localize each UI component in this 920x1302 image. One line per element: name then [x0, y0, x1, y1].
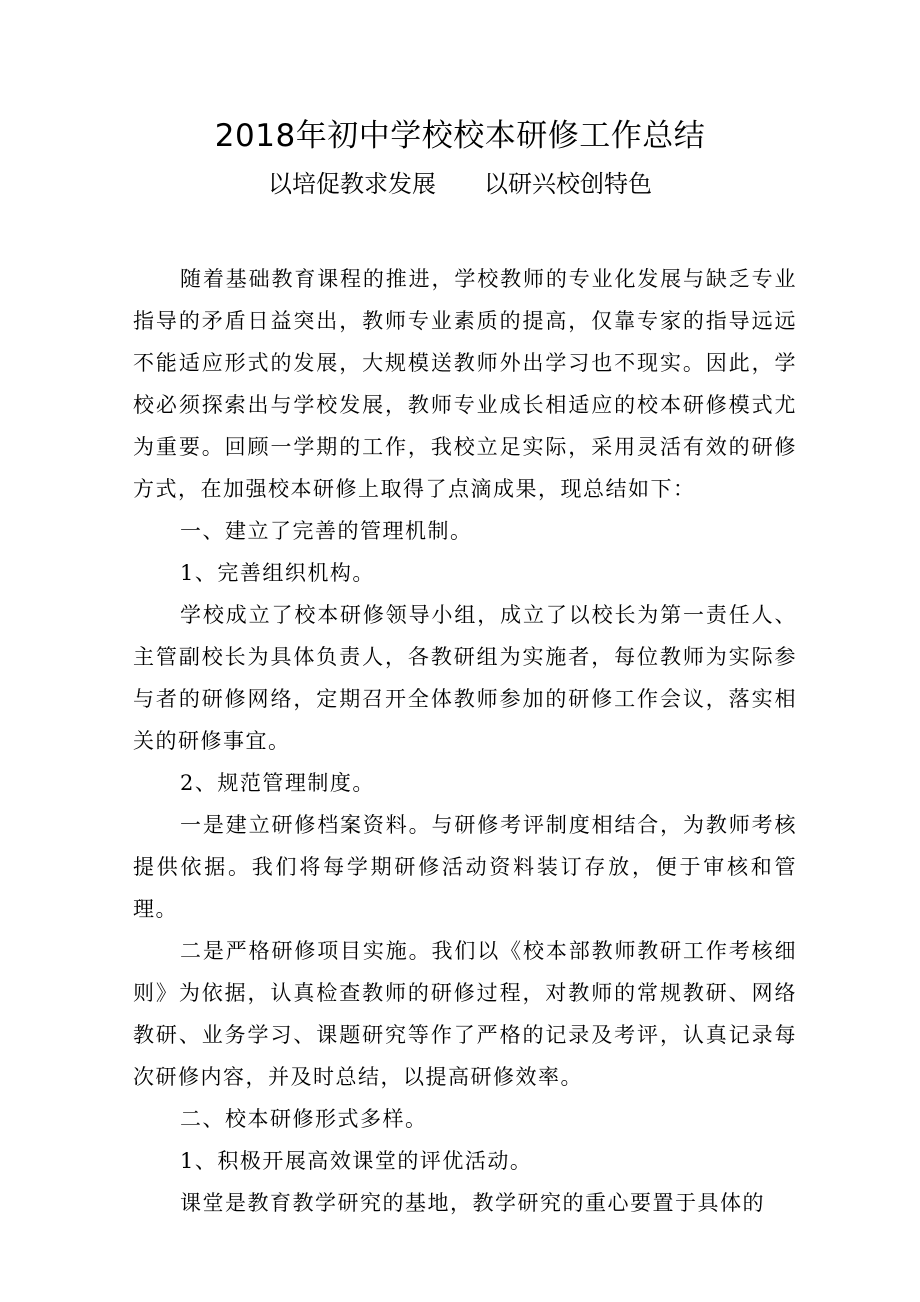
document-subtitle: 以培促教求发展 以研兴校创特色	[268, 170, 652, 198]
subsection-heading-1-1: 1、完善组织机构。	[180, 561, 375, 585]
paragraph-intro: 随着基础教育课程的推进，学校教师的专业化发展与缺乏专业指导的矛盾日益突出，教师专业素质的提高，仅靠专家的指导远远不能适应形式的发展，大规模送教师外出学习也不现实。因此，学校必须探索出与学校发展，教师专业成长相适应的校本研修模式尤为重要。回顾一学期的工作，我校立足实际，采用灵活有效的研修方式，在加强校本研修上取得了点滴成果，现总结如下：	[133, 267, 797, 501]
subsection-heading-1-2: 2、规范管理制度。	[180, 771, 375, 795]
document-body	[133, 258, 797, 1224]
section-heading-2: 二、校本研修形式多样。	[180, 1107, 428, 1131]
paragraph-organization: 学校成立了校本研修领导小组，成立了以校长为第一责任人、主管副校长为具体负责人，各教研组为实施者，每位教师为实际参与者的研修网络，定期召开全体教师参加的研修工作会议，落实相关的研修事宜。	[133, 603, 797, 753]
paragraph-archives: 一是建立研修档案资料。与研修考评制度相结合，为教师考核提供依据。我们将每学期研修活动资料装订存放，便于审核和管理。	[133, 813, 797, 921]
paragraph-classroom: 课堂是教育教学研究的基地，教学研究的重心要置于具体的	[180, 1191, 765, 1215]
section-heading-1: 一、建立了完善的管理机制。	[180, 519, 473, 543]
subsection-heading-2-1: 1、积极开展高效课堂的评优活动。	[180, 1149, 533, 1173]
paragraph-implementation: 二是严格研修项目实施。我们以《校本部教师教研工作考核细则》为依据，认真检查教师的研修过程，对教师的常规教研、网络教研、业务学习、课题研究等作了严格的记录及考评，认真记录每次研修内容，并及时总结，以提高研修效率。	[133, 939, 797, 1089]
document-title: 2018年初中学校校本研修工作总结	[214, 118, 706, 154]
